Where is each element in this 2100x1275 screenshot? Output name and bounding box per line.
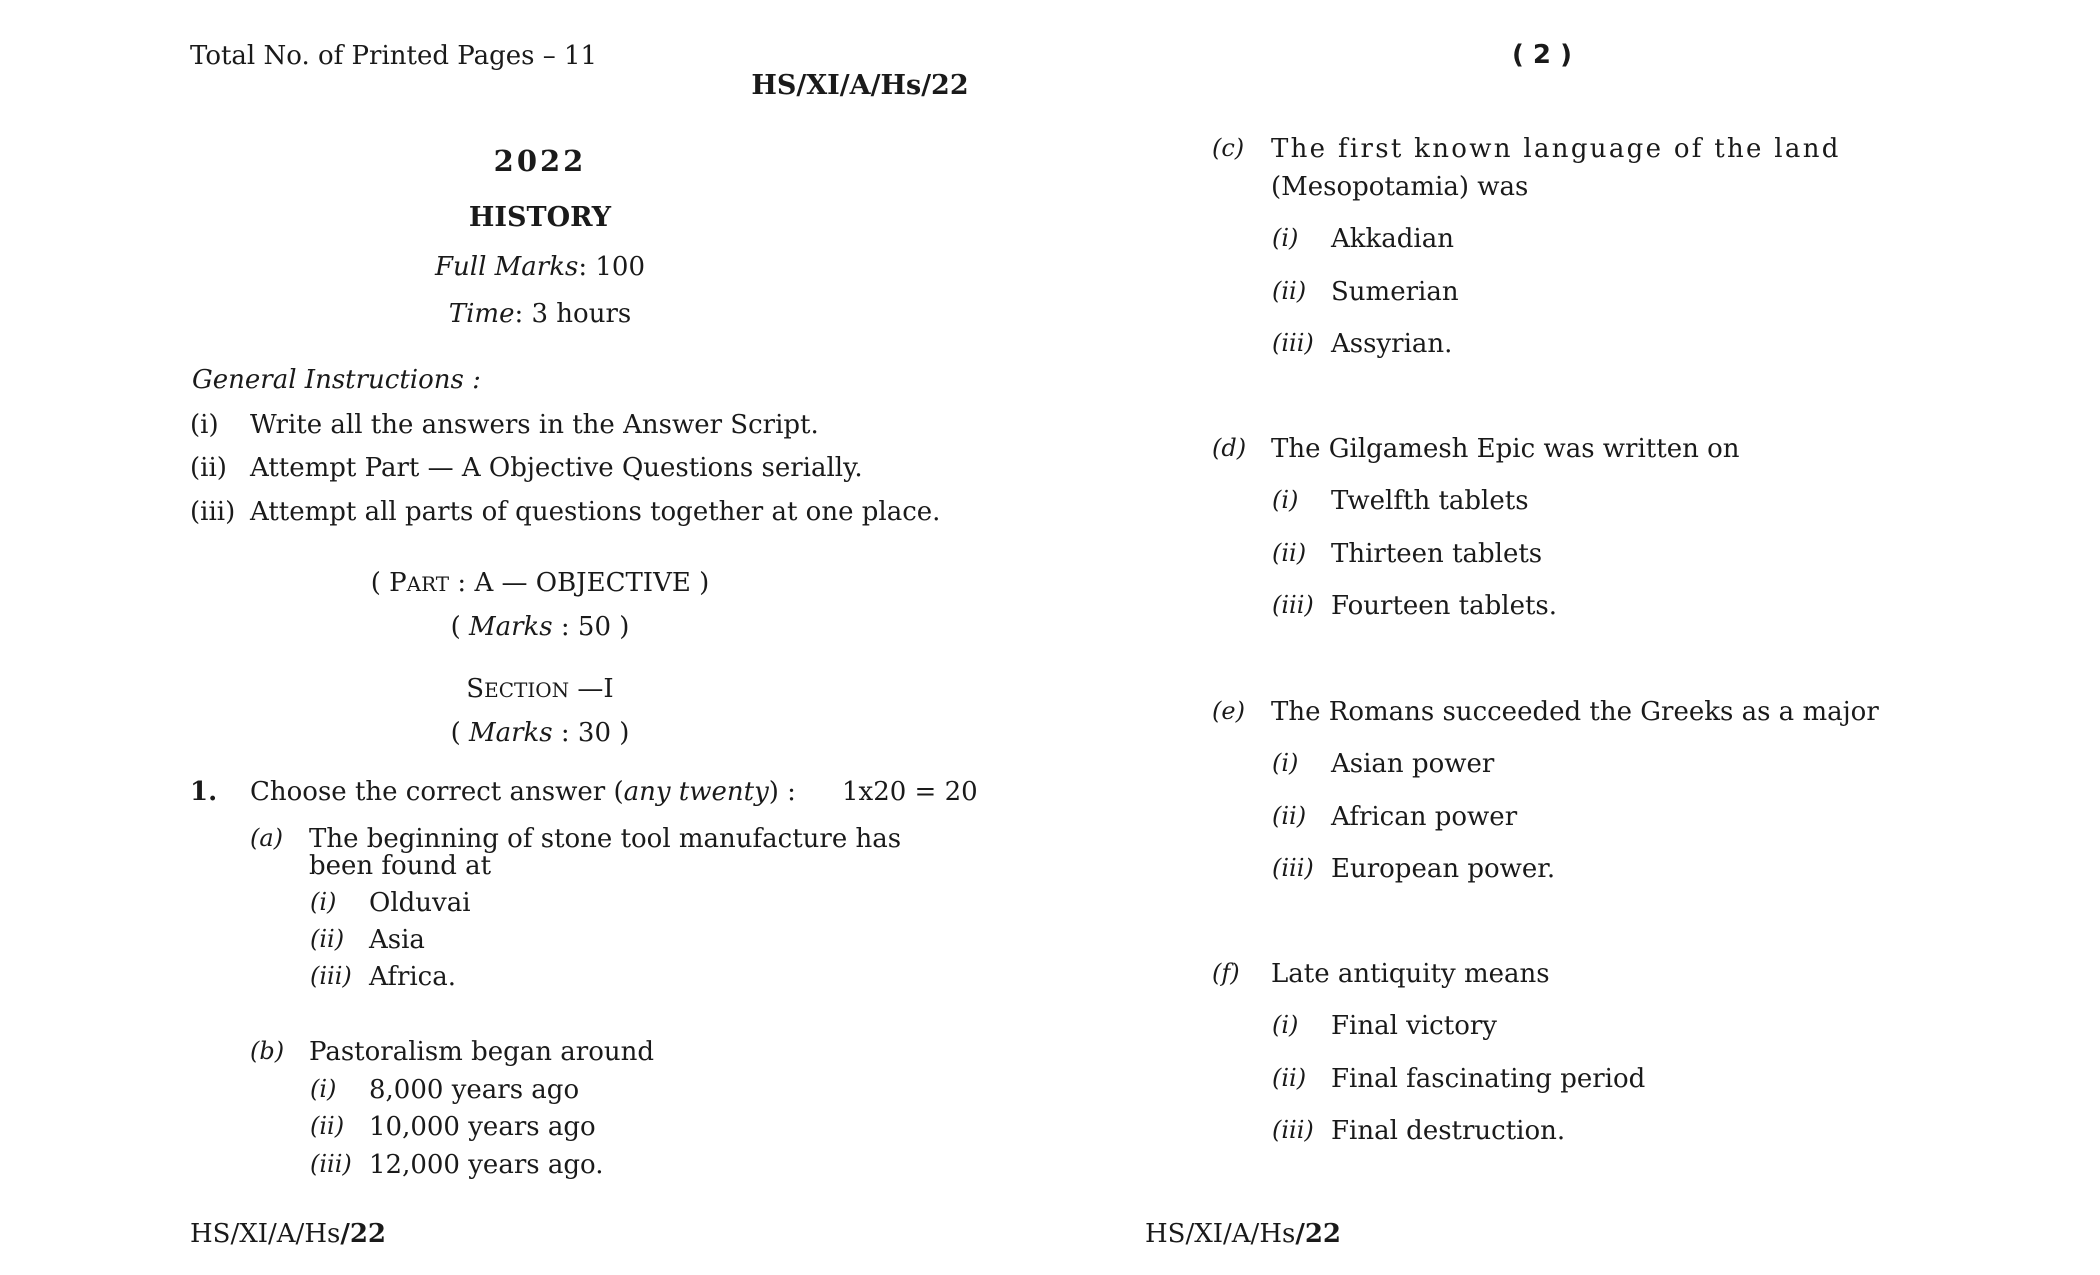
instructions-heading: General Instructions : (192, 365, 481, 395)
full-marks-label: Full Marks (435, 252, 579, 282)
part-marks-open: ( (450, 612, 469, 642)
instruction-text: Attempt all parts of questions together at one place. (250, 497, 941, 527)
section-smallcaps: ECTION (484, 678, 570, 702)
question-number: 1. (190, 777, 218, 807)
footer-code (190, 1221, 386, 1247)
option-number: (i) (310, 888, 337, 916)
option-text: Final victory (1331, 1011, 1497, 1041)
question-1-text (250, 779, 796, 805)
section-marks-value: : 30 ) (552, 718, 630, 748)
part-smallcaps: ART (406, 572, 450, 596)
total-pages-text: Total No. of Printed Pages – 11 (190, 41, 598, 71)
page-number: ( 2 ) (1512, 40, 1572, 70)
section-marks (340, 720, 740, 746)
subquestion-text: (Mesopotamia) was (1271, 172, 1529, 202)
time-value: : 3 hours (514, 299, 632, 329)
footer-code-bold: /22 (1295, 1219, 1342, 1249)
option-text: African power (1331, 802, 1518, 832)
paper-code: HS/XI/A/Hs/22 (751, 70, 969, 101)
section-rest: —I (569, 674, 614, 704)
part-heading (340, 570, 740, 596)
option-number: (iii) (1272, 854, 1314, 882)
option-text: 10,000 years ago (369, 1112, 596, 1142)
footer-code-plain: HS/XI/A/Hs (190, 1219, 341, 1249)
exam-year: 2022 (493, 144, 587, 178)
instruction-num: (iii) (190, 497, 236, 527)
option-text: Thirteen tablets (1331, 539, 1543, 569)
subquestion-label: (a) (250, 824, 284, 852)
part-marks-value: : 50 ) (552, 612, 630, 642)
full-marks (380, 254, 700, 280)
option-text: Final fascinating period (1331, 1064, 1646, 1094)
subquestion-text: The Romans succeeded the Greeks as a major (1271, 697, 1879, 727)
q1-text-b: ) : (768, 777, 796, 807)
q1-text-italic: any twenty (623, 777, 769, 807)
option-number: (i) (1272, 224, 1299, 252)
footer-code-plain: HS/XI/A/Hs (1145, 1219, 1296, 1249)
option-number: (iii) (1272, 329, 1314, 357)
option-number: (ii) (1272, 277, 1307, 305)
instruction-text: Write all the answers in the Answer Script. (250, 410, 819, 440)
subquestion-label: (e) (1212, 697, 1245, 725)
subject-title: HISTORY (468, 202, 612, 233)
option-text: Olduvai (369, 888, 471, 918)
part-marks-label: Marks (468, 612, 553, 642)
subquestion-label: (b) (250, 1037, 285, 1065)
subquestion-text: been found at (309, 851, 492, 881)
option-number: (ii) (1272, 802, 1307, 830)
part-marks (340, 614, 740, 640)
subquestion-text: The first known language of the land (1271, 134, 1841, 164)
question-1-marks: 1x20 = 20 (842, 777, 978, 807)
subquestion-text: Pastoralism began around (309, 1037, 654, 1067)
footer-code (1145, 1221, 1341, 1247)
option-text: European power. (1331, 854, 1556, 884)
option-number: (iii) (310, 962, 352, 990)
instruction-num: (i) (190, 410, 219, 440)
time-label: Time (448, 299, 515, 329)
option-number: (iii) (310, 1150, 352, 1178)
option-text: Final destruction. (1331, 1116, 1566, 1146)
option-text: 8,000 years ago (369, 1075, 580, 1105)
option-number: (ii) (1272, 539, 1307, 567)
subquestion-label: (c) (1212, 134, 1245, 162)
option-text: Assyrian. (1331, 329, 1453, 359)
option-text: 12,000 years ago. (369, 1150, 604, 1180)
option-number: (iii) (1272, 1116, 1314, 1144)
option-number: (iii) (1272, 591, 1314, 619)
section-marks-label: Marks (468, 718, 553, 748)
option-text: Asia (369, 925, 425, 955)
option-number: (i) (1272, 1011, 1299, 1039)
time-allowed (380, 301, 700, 327)
option-text: Akkadian (1331, 224, 1454, 254)
subquestion-text: The Gilgamesh Epic was written on (1271, 434, 1740, 464)
section-marks-open: ( (450, 718, 469, 748)
option-text: Asian power (1331, 749, 1495, 779)
subquestion-label: (d) (1212, 434, 1247, 462)
option-text: Sumerian (1331, 277, 1459, 307)
option-number: (i) (1272, 749, 1299, 777)
option-number: (i) (310, 1075, 337, 1103)
part-open: ( P (370, 568, 407, 598)
page-right (1050, 0, 2100, 1275)
section-first: S (466, 674, 485, 704)
full-marks-value: : 100 (578, 252, 645, 282)
option-text: Fourteen tablets. (1331, 591, 1558, 621)
option-number: (i) (1272, 486, 1299, 514)
subquestion-text: The beginning of stone tool manufacture has (309, 824, 902, 854)
option-number: (ii) (310, 925, 345, 953)
footer-code-bold: /22 (340, 1219, 387, 1249)
q1-text-a: Choose the correct answer ( (250, 777, 624, 807)
option-number: (ii) (310, 1112, 345, 1140)
subquestion-text: Late antiquity means (1271, 959, 1550, 989)
part-rest: : A — OBJECTIVE ) (449, 568, 710, 598)
subquestion-label: (f) (1212, 959, 1240, 987)
option-text: Twelfth tablets (1331, 486, 1529, 516)
instruction-text: Attempt Part — A Objective Questions serially. (250, 453, 863, 483)
section-heading (340, 676, 740, 702)
instruction-num: (ii) (190, 453, 227, 483)
option-number: (ii) (1272, 1064, 1307, 1092)
option-text: Africa. (369, 962, 457, 992)
